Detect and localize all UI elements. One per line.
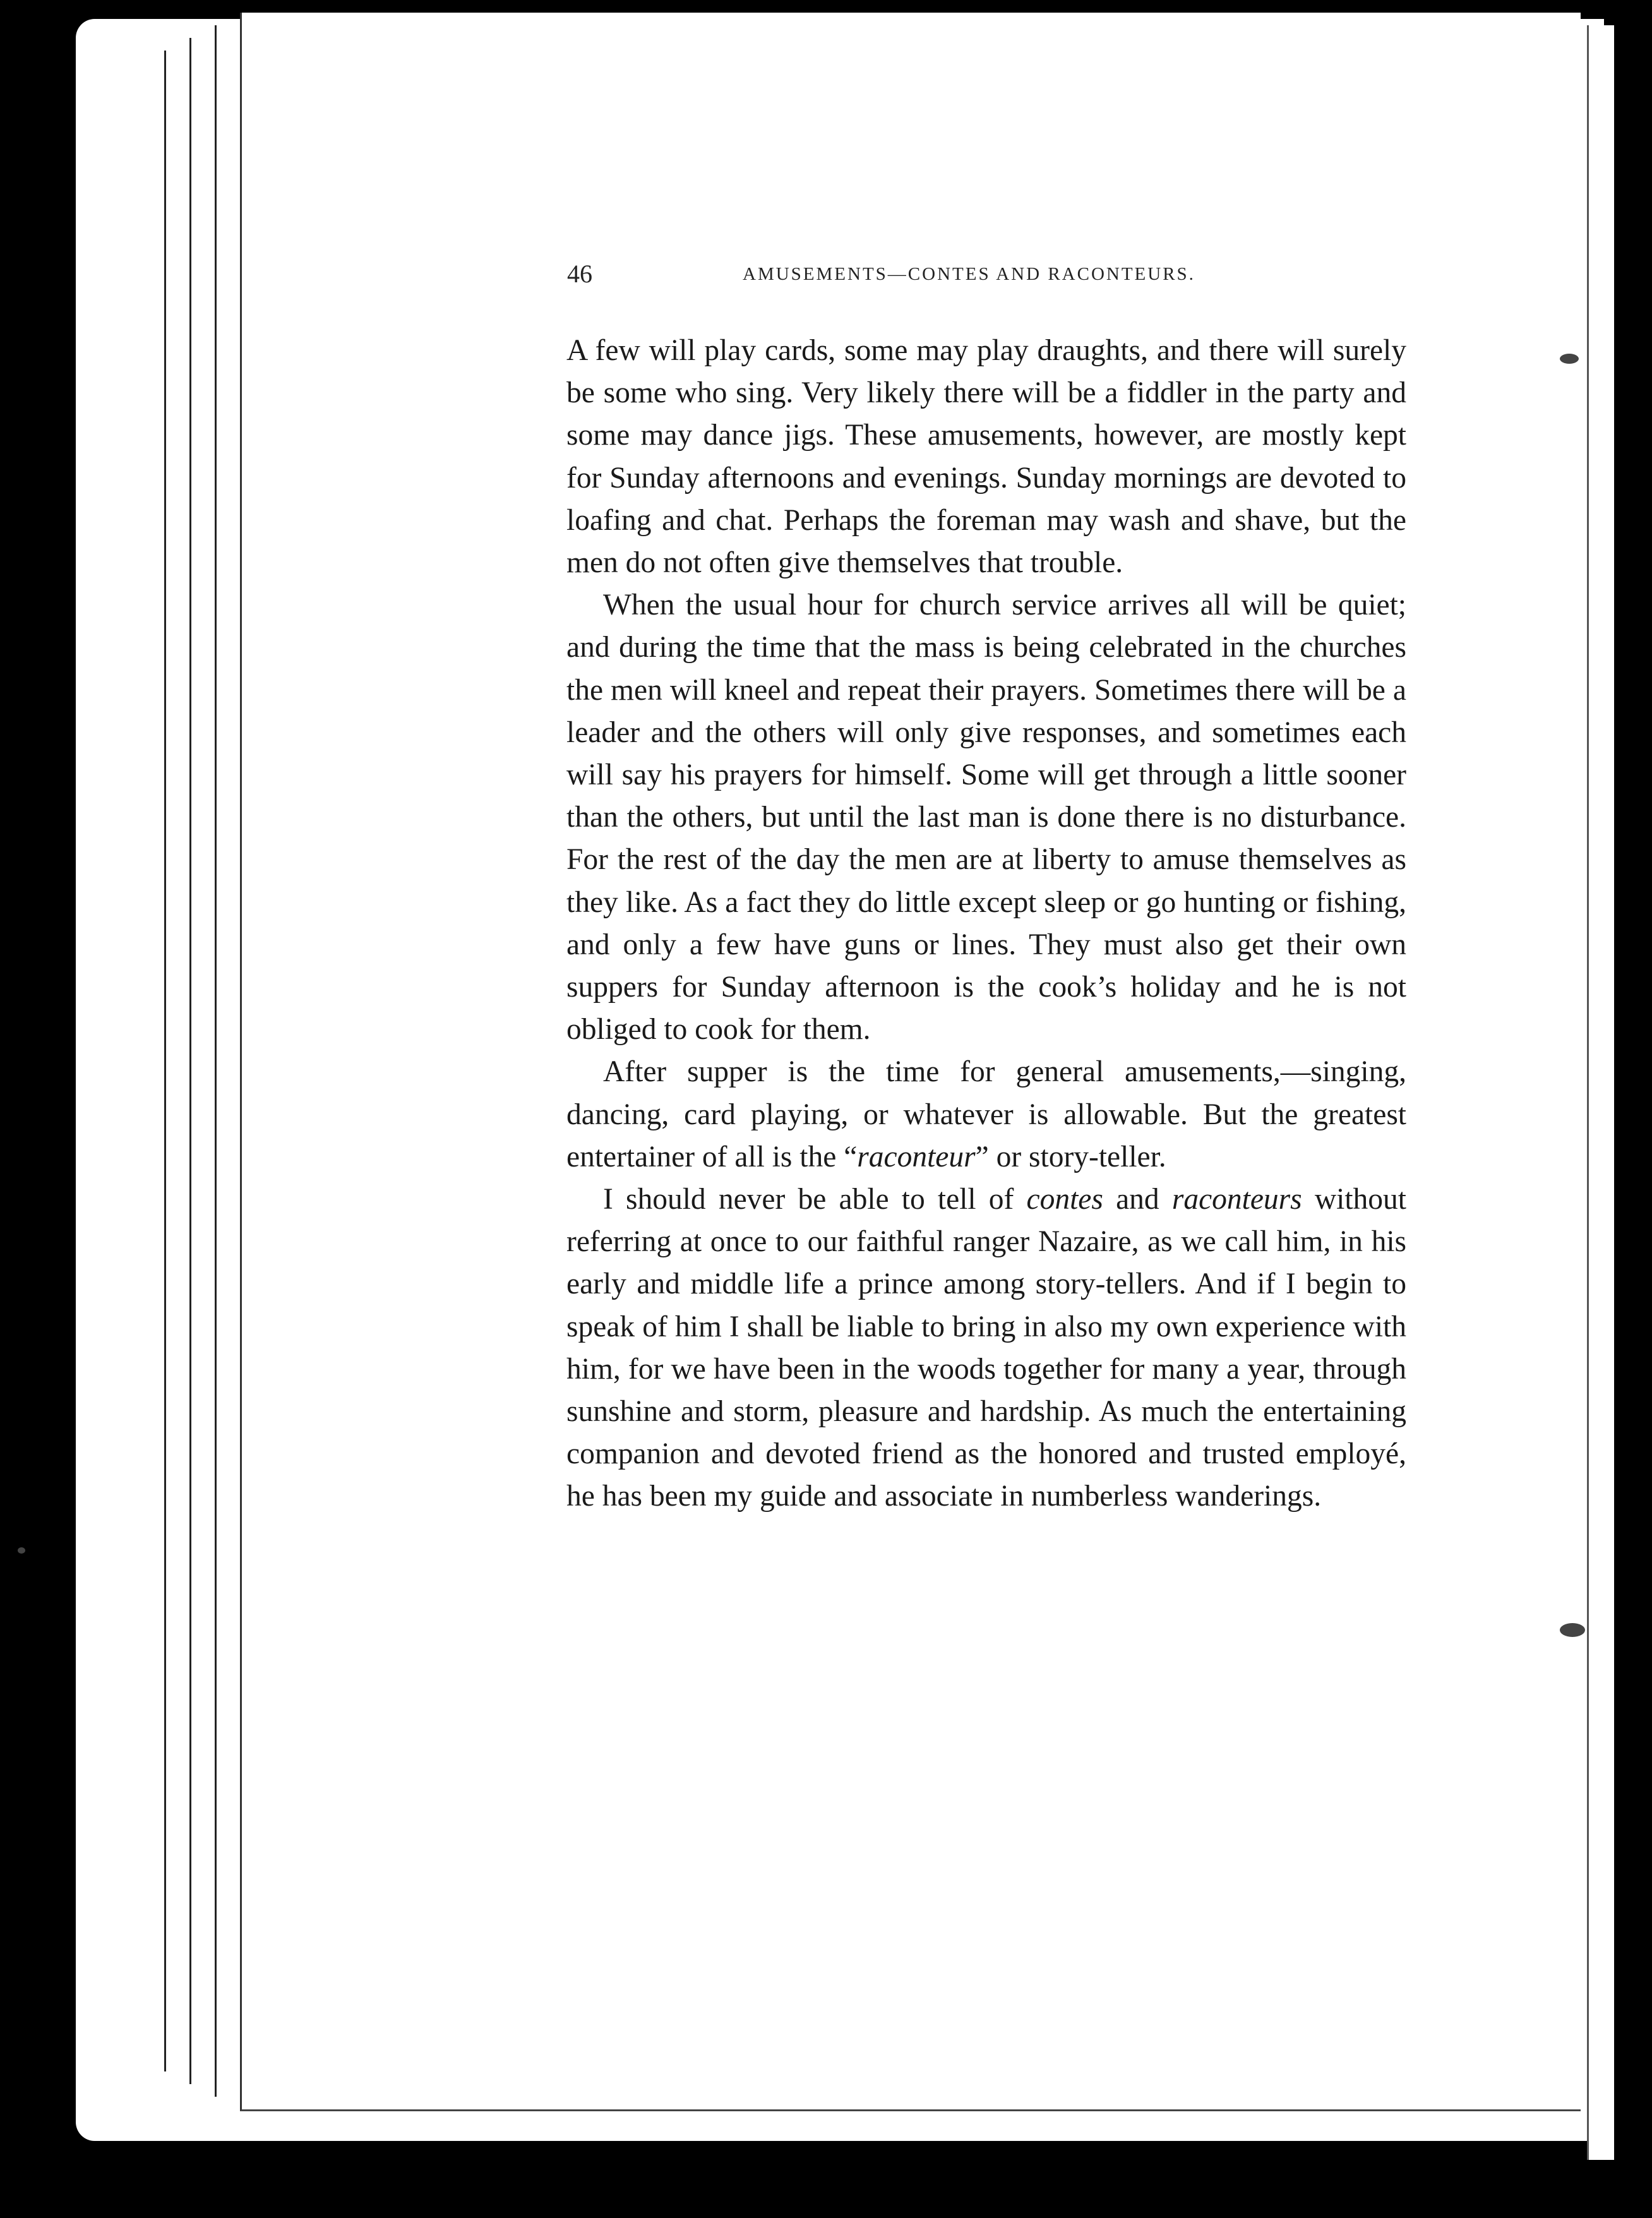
page-edge-line	[215, 25, 217, 2097]
scan-speck	[1560, 354, 1579, 364]
page-edge-line	[164, 51, 166, 2071]
paragraph-text: I should never be able to tell of	[603, 1183, 1027, 1216]
italic-text: contes	[1026, 1183, 1103, 1216]
paragraph-text: without referring at once to our faithful ranger Nazaire, as we call him, in his early and middle life a prince among story-tellers. And if I begin to speak of him I shall be liable to bring in also my own experience with him, for we have been in the woods together for many a year, through sunshine and storm, pleasure and hardship. As much the entertaining companion and devoted friend as the honored and trusted employé, he has been my guide and associate in numberless wanderings.	[566, 1183, 1406, 1513]
right-binding	[1587, 25, 1614, 2160]
scan-speck	[1560, 1623, 1585, 1637]
scan-speck	[18, 1547, 25, 1554]
paragraph-text: ” or story-teller.	[975, 1140, 1166, 1173]
paragraph-text: A few will play cards, some may play draughts, and there will surely be some who sing. Very likely there will be a fiddler in the party and some may dance jigs. These amusements, however, are mostly kept for Sunday afternoons and evenings. Sunday mornings are devoted to loafing and chat. Perhaps the foreman may wash and shave, but the men do not often give themselves that trouble.	[566, 334, 1406, 580]
paragraph-text: When the usual hour for church service arrives all will be quiet; and during the time that the mass is being celebrated in the churches the men will kneel and repeat their prayers. Sometimes there will be a leader and the others will only give responses, and sometimes each will say his prayers for himself. Some will get through a little sooner than the others, but until the last man is done there is no disturbance. For the rest of the day the men are at liberty to amuse themselves as they like. As a fact they do little except sleep or go hunting or fishing, and only a few have guns or lines. They must also get their own suppers for Sunday afternoon is the cook’s holiday and he is not obliged to cook for them.	[566, 589, 1406, 1046]
italic-text: raconteur	[857, 1140, 976, 1173]
running-head: AMUSEMENTS—CONTES AND RACONTEURS.	[743, 264, 1195, 284]
paragraph-text: After supper is the time for general amusements,—singing, dancing, card playing, or whatever is allowable. But the greatest entertainer of all is the “	[566, 1055, 1406, 1173]
paragraph-text: and	[1103, 1183, 1172, 1216]
paragraph	[566, 330, 1406, 584]
paragraph	[566, 1051, 1406, 1178]
paragraph	[566, 1178, 1406, 1518]
page-number: 46	[567, 260, 592, 288]
paragraph	[566, 584, 1406, 1051]
body-text	[566, 330, 1406, 1518]
italic-text: raconteurs	[1171, 1183, 1302, 1216]
page-edge-line	[189, 38, 191, 2084]
